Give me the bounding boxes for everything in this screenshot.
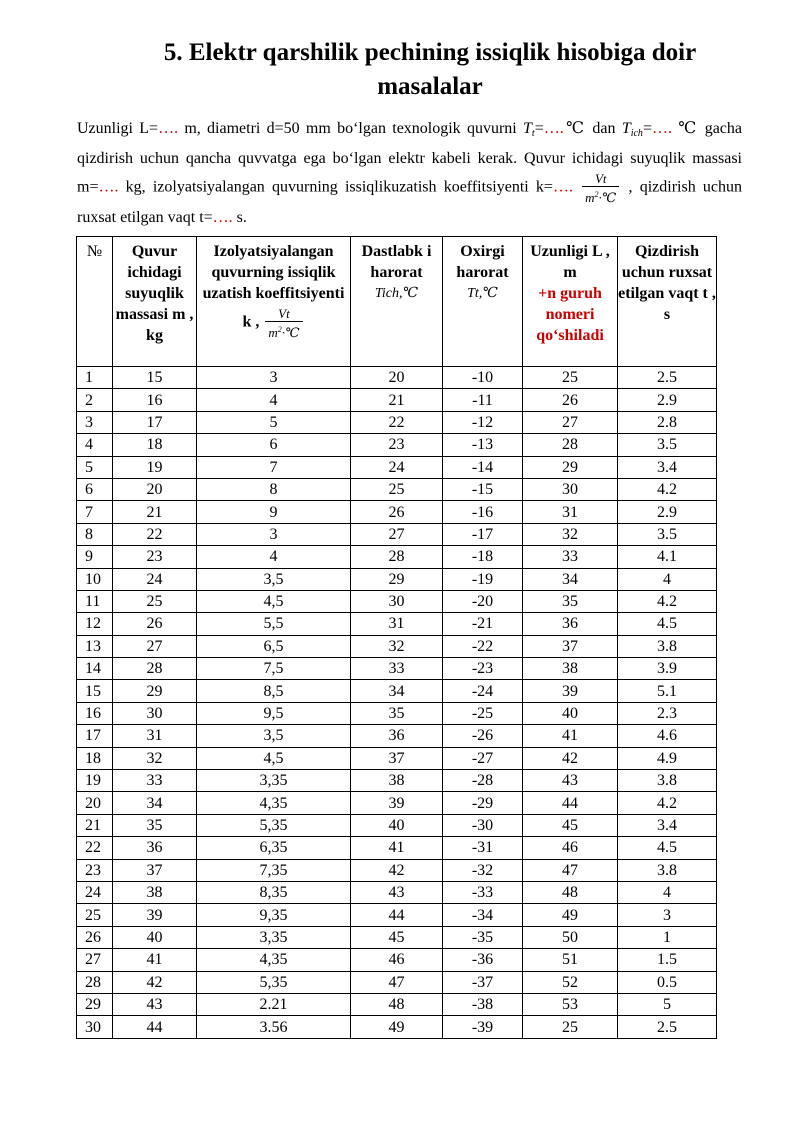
cell-start-temp: 31 bbox=[351, 613, 443, 635]
cell-start-temp: 25 bbox=[351, 478, 443, 500]
header-k-unit bbox=[197, 306, 350, 340]
cell-k: 7,5 bbox=[197, 658, 351, 680]
cell-end-temp: -20 bbox=[443, 590, 523, 612]
symbol-T: T bbox=[523, 120, 532, 137]
cell-mass: 37 bbox=[113, 859, 197, 881]
cell-k: 6,35 bbox=[197, 837, 351, 859]
fraction-denominator bbox=[265, 322, 302, 340]
cell-time: 5 bbox=[618, 993, 717, 1015]
text: ℃ dan bbox=[563, 120, 622, 137]
cell-start-temp: 21 bbox=[351, 389, 443, 411]
cell-length: 34 bbox=[523, 568, 618, 590]
cell-start-temp: 35 bbox=[351, 702, 443, 724]
cell-length: 51 bbox=[523, 949, 618, 971]
blank-dots: …. bbox=[212, 209, 233, 226]
cell-start-temp: 33 bbox=[351, 658, 443, 680]
cell-k: 6 bbox=[197, 434, 351, 456]
cell-no: 21 bbox=[77, 814, 113, 836]
cell-start-temp: 23 bbox=[351, 434, 443, 456]
cell-k: 4,35 bbox=[197, 792, 351, 814]
cell-mass: 44 bbox=[113, 1016, 197, 1038]
cell-length: 26 bbox=[523, 389, 618, 411]
text: kg, izolyatsiyalangan quvurning issiqlikuzatish koeffitsiyenti k= bbox=[118, 178, 553, 196]
header-end-unit: Tt,℃ bbox=[467, 286, 498, 301]
cell-time: 4 bbox=[618, 568, 717, 590]
table-row bbox=[77, 725, 717, 747]
cell-mass: 40 bbox=[113, 926, 197, 948]
cell-mass: 32 bbox=[113, 747, 197, 769]
cell-start-temp: 20 bbox=[351, 367, 443, 389]
cell-end-temp: -38 bbox=[443, 993, 523, 1015]
cell-end-temp: -37 bbox=[443, 971, 523, 993]
cell-start-temp: 36 bbox=[351, 725, 443, 747]
cell-length: 53 bbox=[523, 993, 618, 1015]
cell-time: 4.6 bbox=[618, 725, 717, 747]
cell-time: 2.8 bbox=[618, 411, 717, 433]
cell-time: 3.9 bbox=[618, 658, 717, 680]
cell-start-temp: 24 bbox=[351, 456, 443, 478]
cell-no: 29 bbox=[77, 993, 113, 1015]
header-length-note: +n guruh nomeri qo‘shiladi bbox=[536, 285, 604, 344]
cell-k: 3,35 bbox=[197, 926, 351, 948]
cell-length: 52 bbox=[523, 971, 618, 993]
cell-mass: 18 bbox=[113, 434, 197, 456]
cell-time: 4.2 bbox=[618, 792, 717, 814]
cell-no: 24 bbox=[77, 881, 113, 903]
cell-k: 8,5 bbox=[197, 680, 351, 702]
cell-mass: 24 bbox=[113, 568, 197, 590]
table-row bbox=[77, 881, 717, 903]
text: ·℃ bbox=[598, 190, 617, 205]
subscript-ich: ich bbox=[630, 128, 643, 139]
cell-length: 36 bbox=[523, 613, 618, 635]
cell-k: 2.21 bbox=[197, 993, 351, 1015]
table-row bbox=[77, 926, 717, 948]
table-row bbox=[77, 568, 717, 590]
text: , qizdirish uchun ruxsat etilgan vaqt t= bbox=[77, 178, 743, 226]
cell-length: 35 bbox=[523, 590, 618, 612]
superscript: 2 bbox=[594, 190, 599, 199]
cell-start-temp: 40 bbox=[351, 814, 443, 836]
cell-end-temp: -30 bbox=[443, 814, 523, 836]
cell-time: 2.5 bbox=[618, 1016, 717, 1038]
cell-start-temp: 47 bbox=[351, 971, 443, 993]
table-row bbox=[77, 546, 717, 568]
cell-start-temp: 42 bbox=[351, 859, 443, 881]
cell-time: 4.2 bbox=[618, 590, 717, 612]
cell-mass: 20 bbox=[113, 478, 197, 500]
cell-no: 27 bbox=[77, 949, 113, 971]
cell-end-temp: -36 bbox=[443, 949, 523, 971]
text: = bbox=[642, 120, 652, 137]
fraction-numerator: Vt bbox=[265, 306, 302, 322]
cell-length: 43 bbox=[523, 770, 618, 792]
cell-no: 6 bbox=[77, 478, 113, 500]
cell-no: 9 bbox=[77, 546, 113, 568]
cell-end-temp: -34 bbox=[443, 904, 523, 926]
cell-mass: 17 bbox=[113, 411, 197, 433]
cell-length: 40 bbox=[523, 702, 618, 724]
cell-length: 29 bbox=[523, 456, 618, 478]
blank-dots: …. bbox=[98, 178, 119, 196]
cell-start-temp: 34 bbox=[351, 680, 443, 702]
cell-time: 3.5 bbox=[618, 523, 717, 545]
cell-length: 41 bbox=[523, 725, 618, 747]
header-end-text: Oxirgi harorat bbox=[456, 243, 509, 281]
symbol-T: T bbox=[621, 120, 631, 137]
cell-start-temp: 30 bbox=[351, 590, 443, 612]
cell-end-temp: -33 bbox=[443, 881, 523, 903]
cell-length: 49 bbox=[523, 904, 618, 926]
cell-mass: 34 bbox=[113, 792, 197, 814]
blank-dots: …. bbox=[552, 178, 573, 196]
cell-k: 3,5 bbox=[197, 725, 351, 747]
cell-time: 1 bbox=[618, 926, 717, 948]
cell-mass: 35 bbox=[113, 814, 197, 836]
text: k , bbox=[242, 313, 260, 331]
cell-k: 5,35 bbox=[197, 814, 351, 836]
table-row bbox=[77, 747, 717, 769]
cell-no: 1 bbox=[77, 367, 113, 389]
cell-start-temp: 41 bbox=[351, 837, 443, 859]
cell-no: 7 bbox=[77, 501, 113, 523]
cell-no: 8 bbox=[77, 523, 113, 545]
table-row bbox=[77, 859, 717, 881]
cell-length: 44 bbox=[523, 792, 618, 814]
cell-length: 42 bbox=[523, 747, 618, 769]
cell-no: 22 bbox=[77, 837, 113, 859]
cell-k: 5,35 bbox=[197, 971, 351, 993]
cell-k: 7 bbox=[197, 456, 351, 478]
cell-start-temp: 29 bbox=[351, 568, 443, 590]
cell-no: 5 bbox=[77, 456, 113, 478]
table-row bbox=[77, 658, 717, 680]
cell-mass: 28 bbox=[113, 658, 197, 680]
cell-end-temp: -18 bbox=[443, 546, 523, 568]
cell-k: 5 bbox=[197, 411, 351, 433]
table-row bbox=[77, 523, 717, 545]
table-row bbox=[77, 389, 717, 411]
cell-end-temp: -10 bbox=[443, 367, 523, 389]
cell-no: 15 bbox=[77, 680, 113, 702]
cell-length: 33 bbox=[523, 546, 618, 568]
cell-length: 38 bbox=[523, 658, 618, 680]
header-row bbox=[77, 237, 717, 367]
cell-start-temp: 45 bbox=[351, 926, 443, 948]
table-row bbox=[77, 411, 717, 433]
superscript: 2 bbox=[277, 325, 282, 334]
header-time: Qizdirish uchun ruxsat etilgan vaqt t , s bbox=[618, 237, 717, 367]
cell-length: 48 bbox=[523, 881, 618, 903]
cell-length: 25 bbox=[523, 367, 618, 389]
cell-time: 2.5 bbox=[618, 367, 717, 389]
cell-end-temp: -13 bbox=[443, 434, 523, 456]
cell-length: 25 bbox=[523, 1016, 618, 1038]
cell-mass: 15 bbox=[113, 367, 197, 389]
cell-k: 3 bbox=[197, 367, 351, 389]
cell-no: 18 bbox=[77, 747, 113, 769]
cell-time: 3.8 bbox=[618, 859, 717, 881]
cell-time: 3.8 bbox=[618, 770, 717, 792]
cell-no: 13 bbox=[77, 635, 113, 657]
fraction-denominator bbox=[582, 187, 619, 205]
cell-no: 16 bbox=[77, 702, 113, 724]
cell-k: 4 bbox=[197, 546, 351, 568]
cell-mass: 16 bbox=[113, 389, 197, 411]
cell-end-temp: -31 bbox=[443, 837, 523, 859]
cell-time: 2.3 bbox=[618, 702, 717, 724]
cell-time: 4.1 bbox=[618, 546, 717, 568]
cell-start-temp: 38 bbox=[351, 770, 443, 792]
cell-time: 5.1 bbox=[618, 680, 717, 702]
cell-mass: 38 bbox=[113, 881, 197, 903]
cell-k: 9,35 bbox=[197, 904, 351, 926]
cell-start-temp: 48 bbox=[351, 993, 443, 1015]
cell-mass: 29 bbox=[113, 680, 197, 702]
cell-end-temp: -17 bbox=[443, 523, 523, 545]
cell-time: 2.9 bbox=[618, 501, 717, 523]
cell-no: 10 bbox=[77, 568, 113, 590]
variants-table bbox=[76, 236, 717, 1039]
cell-start-temp: 22 bbox=[351, 411, 443, 433]
cell-no: 14 bbox=[77, 658, 113, 680]
text: s. bbox=[232, 209, 247, 226]
text: ·℃ bbox=[281, 325, 300, 340]
table-row bbox=[77, 635, 717, 657]
table-row bbox=[77, 702, 717, 724]
header-end-temp bbox=[443, 237, 523, 367]
header-start-text: Dastlabk i harorat bbox=[361, 243, 432, 281]
header-no: № bbox=[77, 237, 113, 367]
header-start-unit: Tich,℃ bbox=[374, 286, 419, 301]
cell-start-temp: 39 bbox=[351, 792, 443, 814]
table-row bbox=[77, 993, 717, 1015]
unit-fraction bbox=[582, 171, 619, 205]
cell-mass: 31 bbox=[113, 725, 197, 747]
header-length bbox=[523, 237, 618, 367]
cell-no: 23 bbox=[77, 859, 113, 881]
table-row bbox=[77, 949, 717, 971]
cell-time: 3.4 bbox=[618, 456, 717, 478]
blank-dots: …. bbox=[158, 120, 179, 137]
cell-end-temp: -27 bbox=[443, 747, 523, 769]
cell-end-temp: -28 bbox=[443, 770, 523, 792]
table-row bbox=[77, 501, 717, 523]
cell-k: 3,35 bbox=[197, 770, 351, 792]
cell-mass: 22 bbox=[113, 523, 197, 545]
subscript-t: t bbox=[531, 128, 535, 139]
table-row bbox=[77, 792, 717, 814]
header-k-text: Izolyatsiyalangan quvurning issiqlik uzatish koeffitsiyenti bbox=[202, 243, 345, 302]
cell-mass: 39 bbox=[113, 904, 197, 926]
cell-k: 3.56 bbox=[197, 1016, 351, 1038]
text: m bbox=[585, 190, 595, 205]
cell-length: 47 bbox=[523, 859, 618, 881]
unit-fraction bbox=[265, 306, 302, 340]
cell-no: 12 bbox=[77, 613, 113, 635]
text: ℃ gacha qizdirish uchun qancha quvvatga ega bo‘lgan elektr kabeli kerak. Quvur ichidagi suyuqlik massasi m= bbox=[77, 120, 742, 196]
cell-mass: 25 bbox=[113, 590, 197, 612]
cell-start-temp: 27 bbox=[351, 523, 443, 545]
cell-length: 30 bbox=[523, 478, 618, 500]
cell-mass: 19 bbox=[113, 456, 197, 478]
cell-time: 1.5 bbox=[618, 949, 717, 971]
blank-dots: …. bbox=[543, 120, 564, 137]
cell-length: 28 bbox=[523, 434, 618, 456]
cell-start-temp: 32 bbox=[351, 635, 443, 657]
cell-time: 3.8 bbox=[618, 635, 717, 657]
cell-time: 3 bbox=[618, 904, 717, 926]
cell-k: 3 bbox=[197, 523, 351, 545]
cell-start-temp: 37 bbox=[351, 747, 443, 769]
cell-mass: 33 bbox=[113, 770, 197, 792]
cell-length: 31 bbox=[523, 501, 618, 523]
cell-end-temp: -24 bbox=[443, 680, 523, 702]
cell-k: 9 bbox=[197, 501, 351, 523]
cell-no: 28 bbox=[77, 971, 113, 993]
cell-k: 7,35 bbox=[197, 859, 351, 881]
cell-mass: 23 bbox=[113, 546, 197, 568]
cell-end-temp: -16 bbox=[443, 501, 523, 523]
cell-start-temp: 26 bbox=[351, 501, 443, 523]
cell-no: 17 bbox=[77, 725, 113, 747]
text: = bbox=[534, 120, 544, 137]
cell-start-temp: 49 bbox=[351, 1016, 443, 1038]
cell-end-temp: -26 bbox=[443, 725, 523, 747]
cell-k: 9,5 bbox=[197, 702, 351, 724]
cell-no: 25 bbox=[77, 904, 113, 926]
cell-time: 3.5 bbox=[618, 434, 717, 456]
header-length-text: Uzunligi L , m bbox=[530, 243, 610, 281]
cell-mass: 27 bbox=[113, 635, 197, 657]
cell-no: 4 bbox=[77, 434, 113, 456]
table-row bbox=[77, 478, 717, 500]
cell-mass: 30 bbox=[113, 702, 197, 724]
header-k bbox=[197, 237, 351, 367]
header-start-temp bbox=[351, 237, 443, 367]
cell-length: 39 bbox=[523, 680, 618, 702]
table-row bbox=[77, 456, 717, 478]
page-title: 5. Elektr qarshilik pechining issiqlik hisobiga doir masalalar bbox=[163, 39, 697, 100]
cell-no: 2 bbox=[77, 389, 113, 411]
cell-time: 4 bbox=[618, 881, 717, 903]
cell-length: 50 bbox=[523, 926, 618, 948]
cell-k: 4 bbox=[197, 389, 351, 411]
table-row bbox=[77, 904, 717, 926]
cell-k: 4,35 bbox=[197, 949, 351, 971]
cell-length: 27 bbox=[523, 411, 618, 433]
cell-mass: 26 bbox=[113, 613, 197, 635]
cell-k: 5,5 bbox=[197, 613, 351, 635]
cell-start-temp: 28 bbox=[351, 546, 443, 568]
table-row bbox=[77, 837, 717, 859]
cell-length: 37 bbox=[523, 635, 618, 657]
cell-k: 4,5 bbox=[197, 590, 351, 612]
table-body bbox=[77, 367, 717, 1039]
problem-statement bbox=[77, 116, 742, 230]
cell-end-temp: -12 bbox=[443, 411, 523, 433]
cell-time: 4.5 bbox=[618, 613, 717, 635]
table-row bbox=[77, 814, 717, 836]
cell-end-temp: -14 bbox=[443, 456, 523, 478]
cell-end-temp: -25 bbox=[443, 702, 523, 724]
table-row bbox=[77, 1016, 717, 1038]
text: Uzunligi L= bbox=[77, 120, 159, 137]
cell-end-temp: -35 bbox=[443, 926, 523, 948]
cell-k: 3,5 bbox=[197, 568, 351, 590]
cell-k: 8 bbox=[197, 478, 351, 500]
cell-no: 3 bbox=[77, 411, 113, 433]
cell-time: 0.5 bbox=[618, 971, 717, 993]
table-row bbox=[77, 613, 717, 635]
cell-end-temp: -21 bbox=[443, 613, 523, 635]
cell-no: 20 bbox=[77, 792, 113, 814]
fraction-numerator: Vt bbox=[582, 171, 619, 187]
table-row bbox=[77, 971, 717, 993]
cell-time: 2.9 bbox=[618, 389, 717, 411]
cell-start-temp: 43 bbox=[351, 881, 443, 903]
cell-start-temp: 44 bbox=[351, 904, 443, 926]
cell-time: 4.5 bbox=[618, 837, 717, 859]
text: m, diametri d=50 mm bo‘lgan texnologik quvurni bbox=[178, 120, 523, 137]
cell-length: 32 bbox=[523, 523, 618, 545]
cell-time: 4.9 bbox=[618, 747, 717, 769]
cell-length: 45 bbox=[523, 814, 618, 836]
cell-mass: 36 bbox=[113, 837, 197, 859]
cell-start-temp: 46 bbox=[351, 949, 443, 971]
cell-no: 30 bbox=[77, 1016, 113, 1038]
cell-end-temp: -23 bbox=[443, 658, 523, 680]
cell-end-temp: -39 bbox=[443, 1016, 523, 1038]
cell-end-temp: -22 bbox=[443, 635, 523, 657]
cell-length: 46 bbox=[523, 837, 618, 859]
cell-time: 3.4 bbox=[618, 814, 717, 836]
cell-mass: 42 bbox=[113, 971, 197, 993]
cell-no: 26 bbox=[77, 926, 113, 948]
table-row bbox=[77, 770, 717, 792]
cell-mass: 21 bbox=[113, 501, 197, 523]
blank-dots: …. bbox=[651, 120, 672, 137]
header-mass: Quvur ichidagi suyuqlik massasi m , kg bbox=[113, 237, 197, 367]
cell-end-temp: -29 bbox=[443, 792, 523, 814]
cell-mass: 41 bbox=[113, 949, 197, 971]
cell-k: 4,5 bbox=[197, 747, 351, 769]
cell-no: 19 bbox=[77, 770, 113, 792]
table-row bbox=[77, 590, 717, 612]
text: m bbox=[268, 325, 278, 340]
cell-end-temp: -11 bbox=[443, 389, 523, 411]
cell-end-temp: -19 bbox=[443, 568, 523, 590]
cell-end-temp: -15 bbox=[443, 478, 523, 500]
cell-mass: 43 bbox=[113, 993, 197, 1015]
cell-k: 8,35 bbox=[197, 881, 351, 903]
table-row bbox=[77, 434, 717, 456]
cell-no: 11 bbox=[77, 590, 113, 612]
table-row bbox=[77, 680, 717, 702]
table-row bbox=[77, 367, 717, 389]
cell-end-temp: -32 bbox=[443, 859, 523, 881]
cell-k: 6,5 bbox=[197, 635, 351, 657]
cell-time: 4.2 bbox=[618, 478, 717, 500]
